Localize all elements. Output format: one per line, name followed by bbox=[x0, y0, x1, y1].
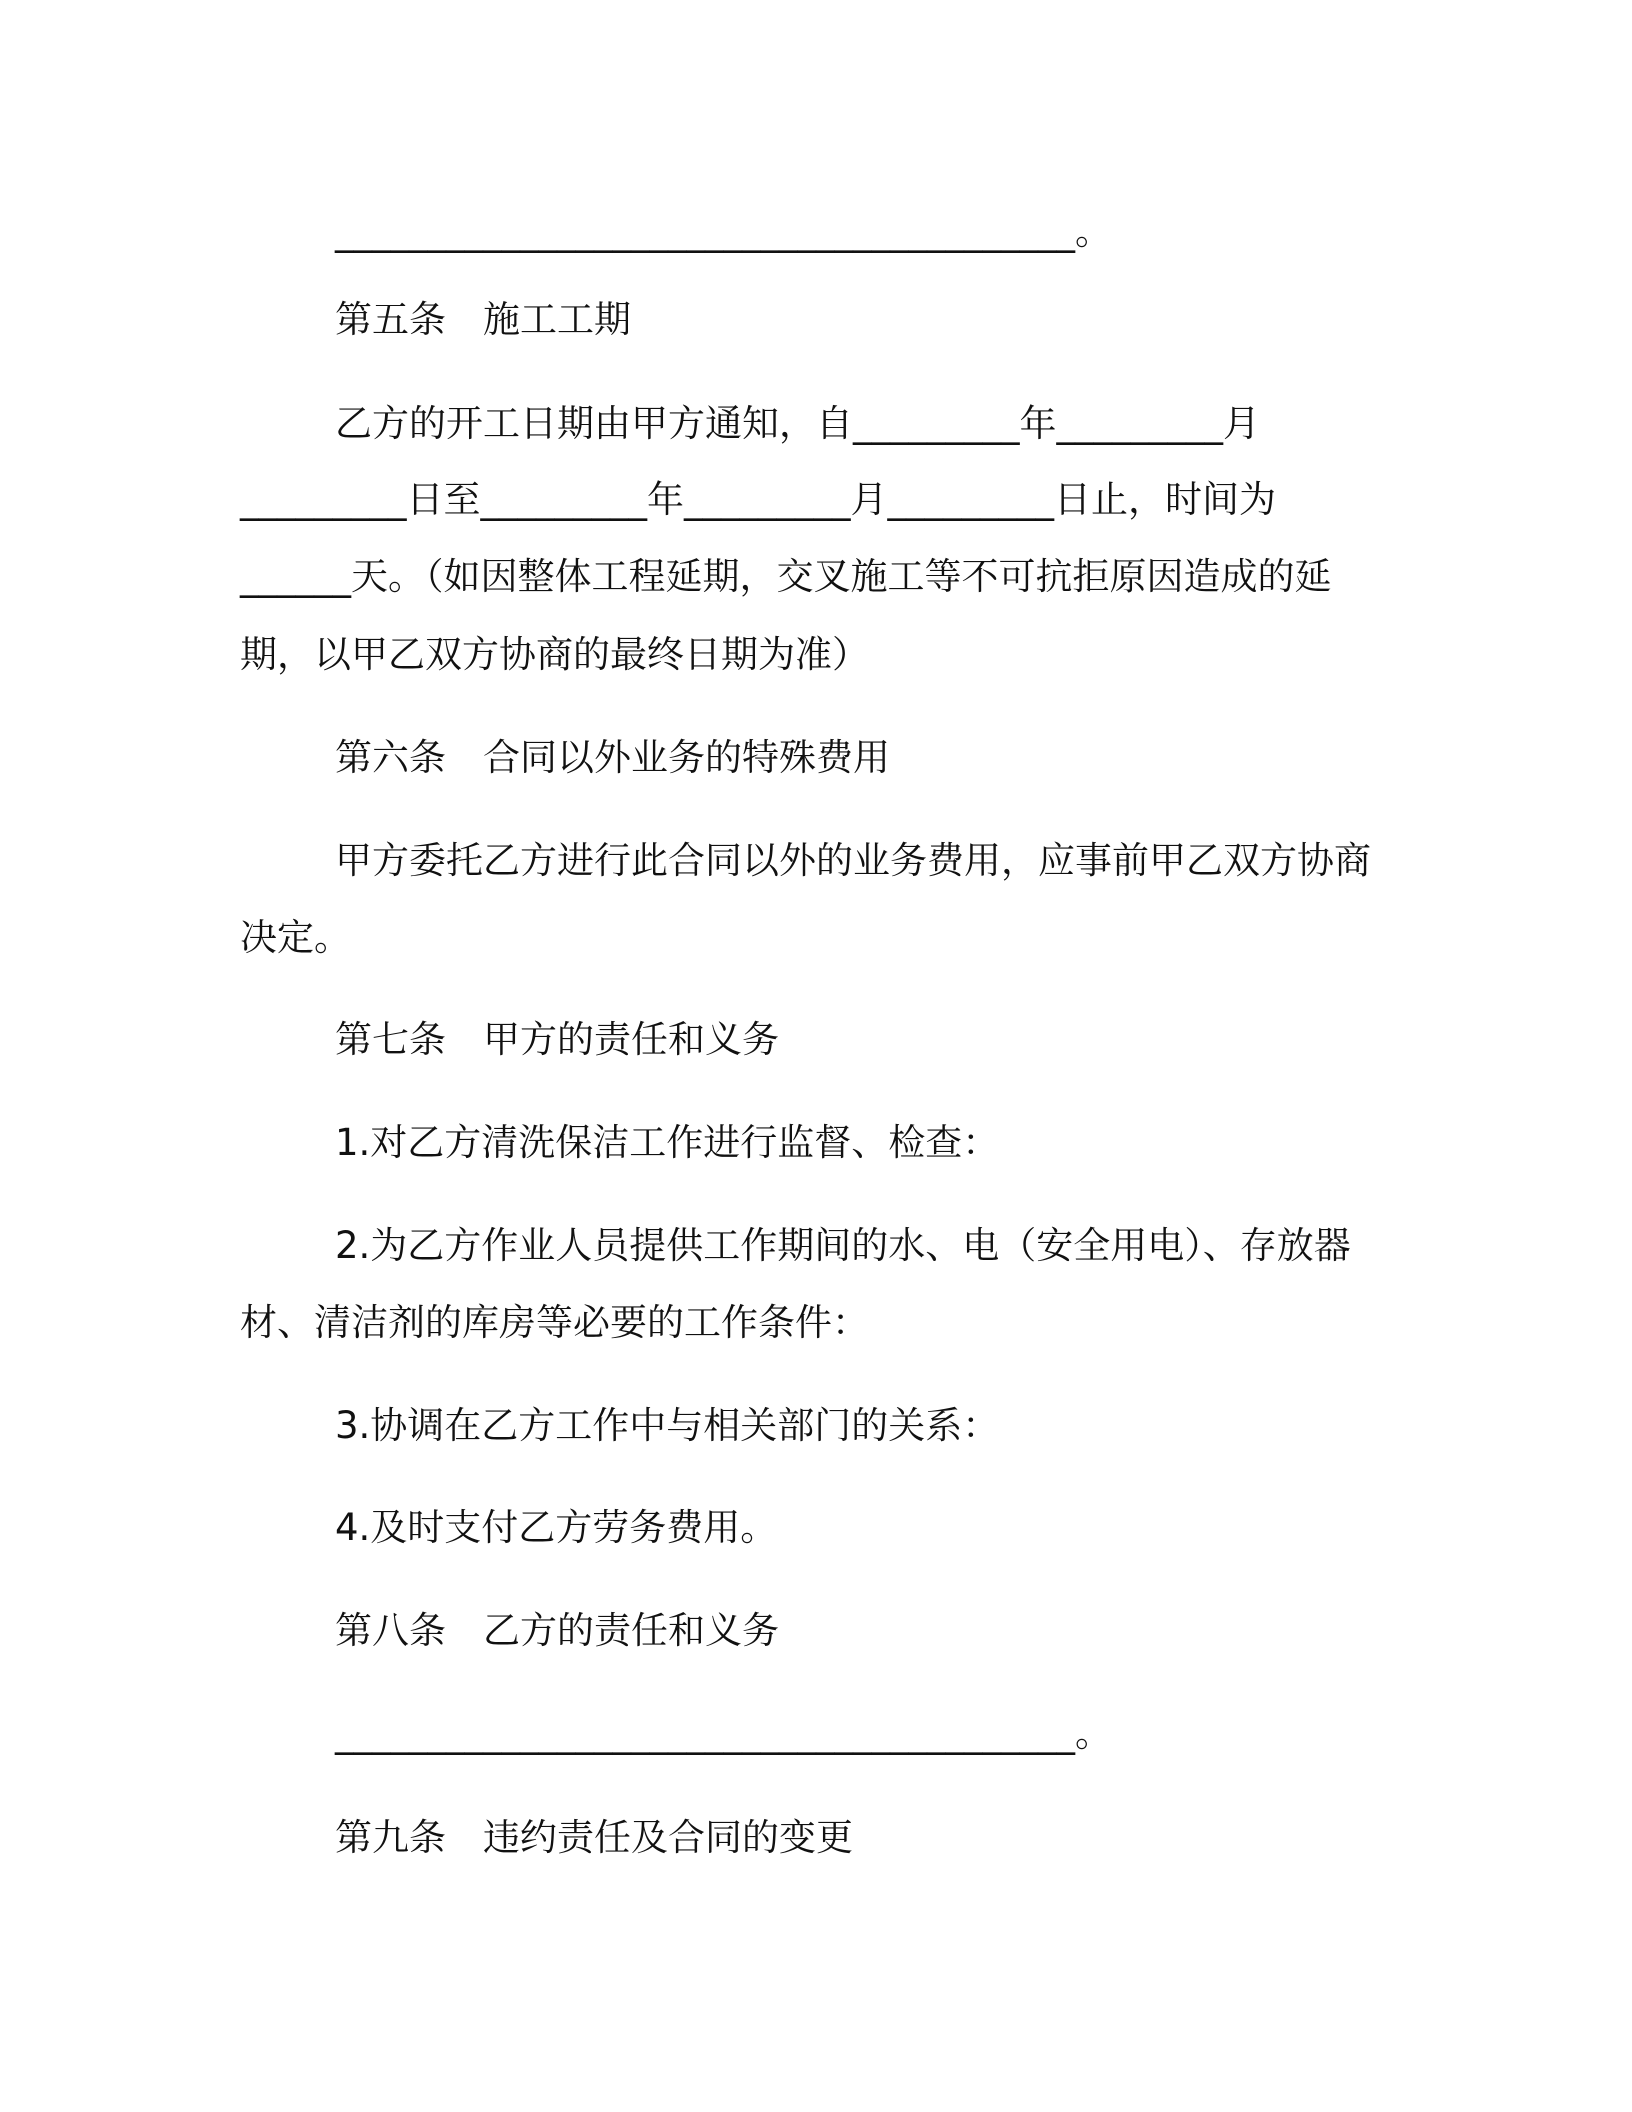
article-9-heading: 第九条 违约责任及合同的变更 bbox=[335, 1816, 853, 1859]
article-6-text-line-2: 决定。 bbox=[240, 916, 351, 959]
article-6-text-line-1: 甲方委托乙方进行此合同以外的业务费用，应事前甲乙双方协商 bbox=[335, 839, 1371, 882]
article-7-item-2-line-1: 2.为乙方作业人员提供工作期间的水、电（安全用电）、存放器 bbox=[335, 1224, 1351, 1267]
blank-line-2: ________________________________________。 bbox=[335, 1712, 1112, 1755]
article-5-text-line-1: 乙方的开工日期由甲方通知，自_________年_________月 bbox=[335, 402, 1260, 445]
article-7-heading: 第七条 甲方的责任和义务 bbox=[335, 1018, 779, 1061]
article-5-text-line-2: _________日至_________年_________月_________日止，时间为 bbox=[240, 478, 1276, 521]
article-7-item-3: 3.协调在乙方工作中与相关部门的关系： bbox=[335, 1404, 1000, 1447]
article-5-text-line-3: ______天。（如因整体工程延期，交叉施工等不可抗拒原因造成的延 bbox=[240, 555, 1332, 598]
article-7-item-2-line-2: 材、清洁剂的库房等必要的工作条件： bbox=[240, 1301, 869, 1344]
blank-line-1: ________________________________________。 bbox=[335, 210, 1112, 253]
article-7-item-4: 4.及时支付乙方劳务费用。 bbox=[335, 1506, 778, 1549]
article-5-text-line-4: 期，以甲乙双方协商的最终日期为准） bbox=[240, 633, 869, 676]
article-6-heading: 第六条 合同以外业务的特殊费用 bbox=[335, 736, 890, 779]
article-7-item-1: 1.对乙方清洗保洁工作进行监督、检查： bbox=[335, 1121, 1000, 1164]
article-8-heading: 第八条 乙方的责任和义务 bbox=[335, 1609, 779, 1652]
article-5-heading: 第五条 施工工期 bbox=[335, 298, 631, 341]
